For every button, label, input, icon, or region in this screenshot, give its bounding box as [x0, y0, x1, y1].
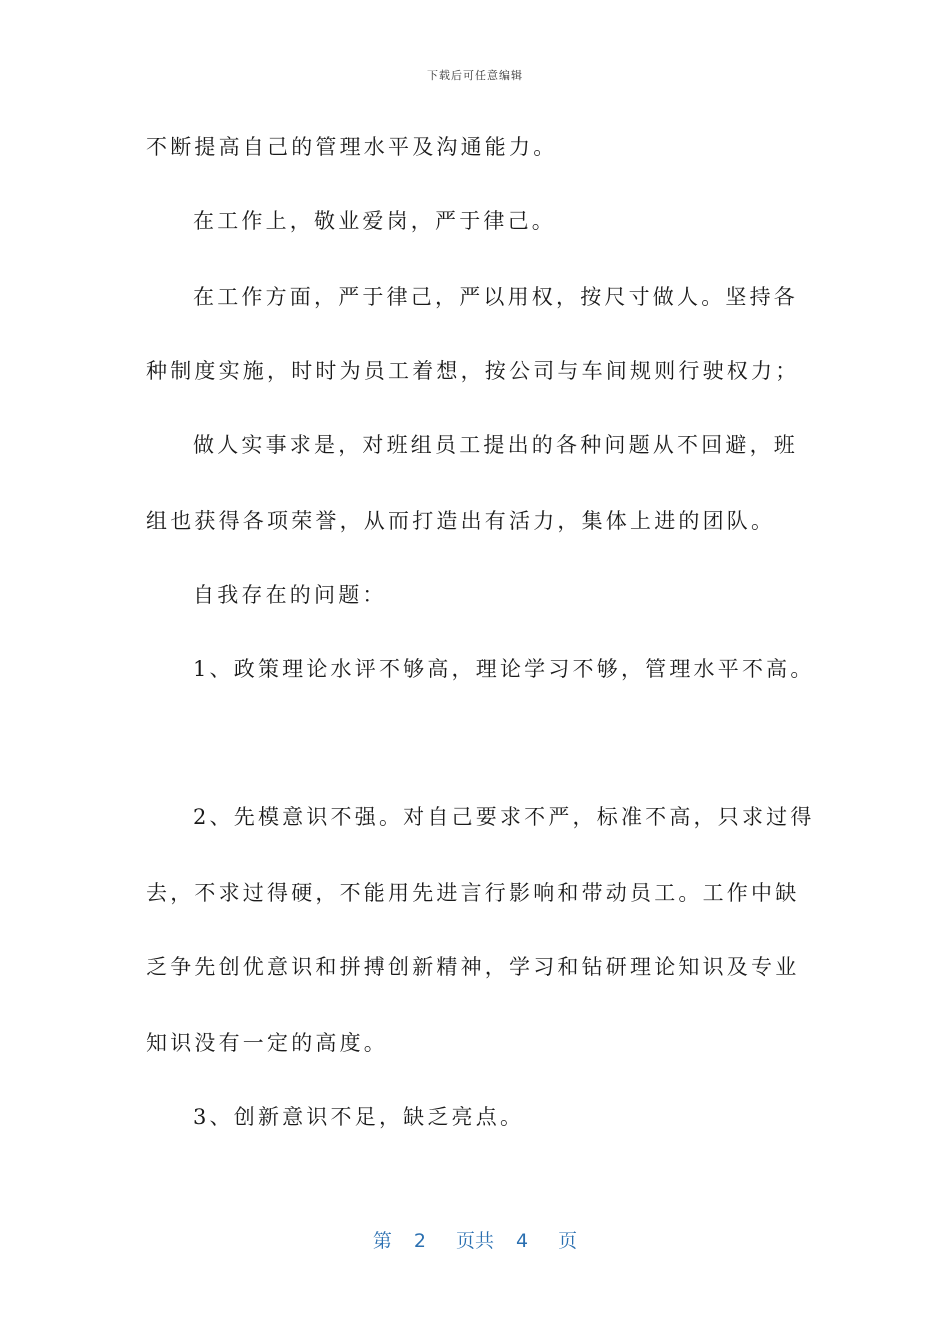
list-item: 3、创新意识不足，缺乏亮点。	[193, 1105, 525, 1129]
page-number-footer	[0, 1226, 950, 1253]
section-heading: 自我存在的问题：	[193, 583, 387, 607]
page-header-note: 下载后可任意编辑	[427, 69, 523, 82]
body-paragraph: 在工作方面，严于律己，严以用权，按尺寸做人。坚持各	[193, 285, 798, 309]
body-paragraph: 做人实事求是，对班组员工提出的各种问题从不回避，班	[193, 433, 798, 457]
list-item: 2、先模意识不强。对自己要求不严，标准不高，只求过得	[193, 805, 815, 829]
footer-total-pages: 4	[516, 1230, 529, 1252]
body-line: 不断提高自己的管理水平及沟通能力。	[146, 135, 558, 159]
list-item: 1、政策理论水评不够高，理论学习不够，管理水平不高。	[193, 657, 815, 681]
body-line: 种制度实施，时时为员工着想，按公司与车间规则行驶权力；	[146, 359, 800, 383]
footer-current-page: 2	[413, 1230, 426, 1252]
body-line: 组也获得各项荣誉，从而打造出有活力，集体上进的团队。	[146, 509, 776, 533]
footer-prefix: 第	[372, 1230, 392, 1252]
body-paragraph: 在工作上，敬业爱岗，严于律己。	[193, 209, 556, 233]
body-line: 去，不求过得硬，不能用先进言行影响和带动员工。工作中缺	[146, 881, 800, 905]
footer-middle: 页共	[455, 1230, 494, 1252]
body-line: 知识没有一定的高度。	[146, 1031, 388, 1055]
body-line: 乏争先创优意识和拼搏创新精神，学习和钻研理论知识及专业	[146, 955, 800, 979]
footer-suffix: 页	[558, 1230, 578, 1252]
